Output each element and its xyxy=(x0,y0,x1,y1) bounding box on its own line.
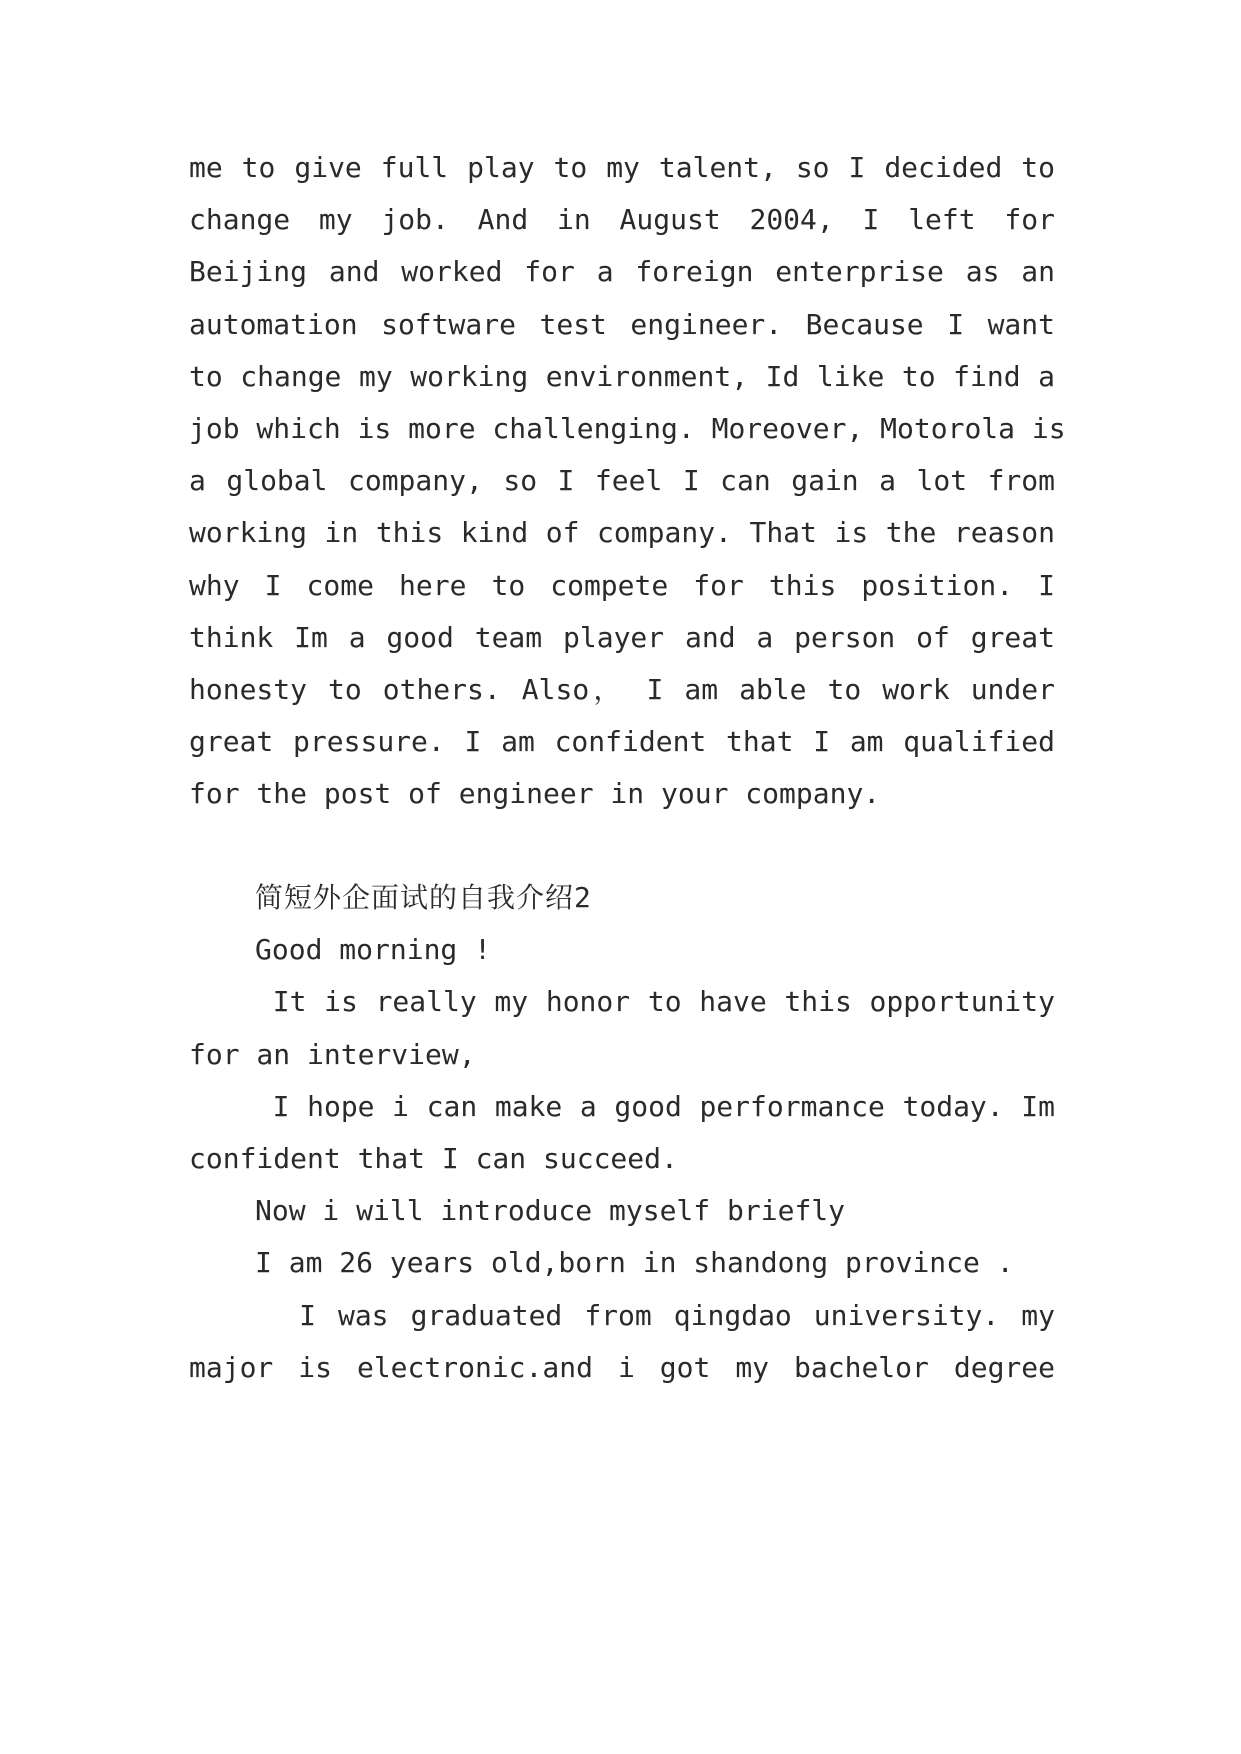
body-line: I am 26 years old,born in shandong province . xyxy=(255,1246,1014,1279)
body-line: for an interview, xyxy=(189,1038,476,1071)
body-line: me to give full play to my talent, so I decided to xyxy=(189,151,1055,184)
body-line: Now i will introduce myself briefly xyxy=(255,1194,846,1227)
body-line: confident that I can succeed. xyxy=(189,1142,678,1175)
body-line: It is really my honor to have this opportunity xyxy=(255,985,1055,1018)
section-title: 简短外企面试的自我介绍2 xyxy=(255,881,592,914)
body-line: why I come here to compete for this position. I xyxy=(189,569,1055,602)
body-line: change my job. And in August 2004, I left for xyxy=(189,203,1055,236)
body-line: automation software test engineer. Because I want xyxy=(189,308,1055,341)
greeting-line: Good morning ! xyxy=(255,933,492,966)
body-line: for the post of engineer in your company. xyxy=(189,777,881,810)
body-line: great pressure. I am confident that I am qualified xyxy=(189,725,1055,758)
body-line: working in this kind of company. That is the reason xyxy=(189,516,1055,549)
body-line: I hope i can make a good performance today. Im xyxy=(255,1090,1055,1123)
body-line: honesty to others. Also， I am able to work under xyxy=(189,673,1055,706)
body-line: a global company, so I feel I can gain a lot from xyxy=(189,464,1055,497)
body-line: I was graduated from qingdao university. my xyxy=(255,1299,1055,1332)
body-line: Beijing and worked for a foreign enterprise as an xyxy=(189,255,1055,288)
body-line: job which is more challenging. Moreover, Motorola is xyxy=(189,412,1066,445)
body-line: to change my working environment, Id like to find a xyxy=(189,360,1055,393)
body-line: think Im a good team player and a person of great xyxy=(189,621,1055,654)
body-line: major is electronic.and i got my bachelor degree xyxy=(189,1351,1055,1384)
